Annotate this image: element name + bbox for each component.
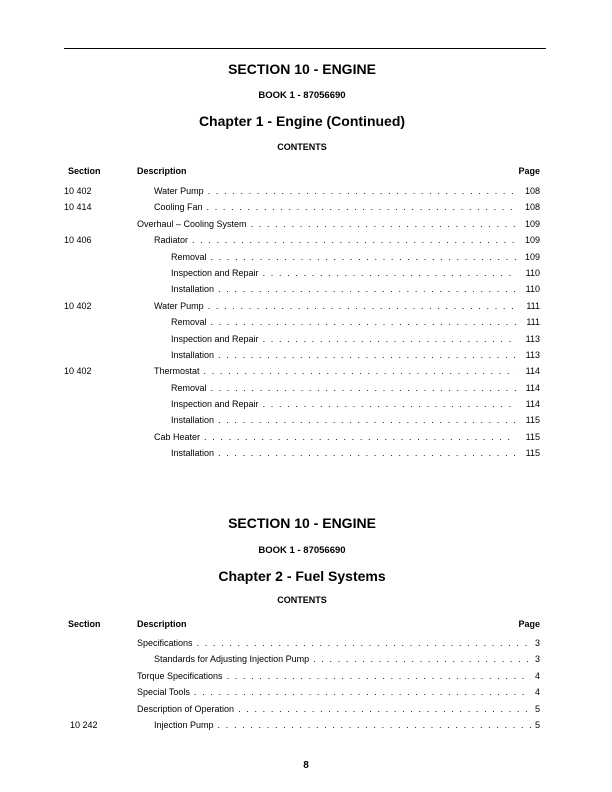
toc-entry — [171, 380, 540, 396]
toc-row — [64, 701, 540, 717]
toc-entry — [137, 701, 540, 717]
toc-page: 115 — [525, 415, 540, 426]
toc-page: 5 — [534, 703, 540, 714]
toc-row — [64, 216, 540, 232]
toc-entry — [171, 331, 540, 347]
toc-row — [64, 635, 540, 651]
toc-title: Standards for Adjusting Injection Pump — [154, 654, 310, 665]
toc-page: 113 — [525, 333, 540, 344]
toc-row — [64, 651, 540, 667]
toc-page: 108 — [524, 202, 540, 213]
contents-heading: CONTENTS — [277, 142, 327, 152]
toc-title: Water Pump — [154, 300, 204, 311]
toc-entry — [171, 347, 540, 363]
toc-page: 3 — [534, 654, 540, 665]
toc-page: 5 — [534, 719, 540, 730]
toc-entry — [137, 216, 540, 232]
col-description: Description — [137, 166, 187, 176]
toc-title: Installation — [171, 284, 215, 295]
col-section: Section — [68, 166, 101, 176]
section-title: SECTION 10 - ENGINE — [228, 515, 376, 531]
toc-title: Cooling Fan — [154, 202, 203, 213]
toc-entry — [154, 717, 540, 733]
top-rule — [64, 48, 546, 49]
toc-title: Installation — [171, 415, 215, 426]
col-page: Page — [518, 619, 540, 629]
section-2 — [64, 514, 540, 733]
toc-section: 10 402 — [64, 186, 92, 196]
toc-header — [64, 619, 540, 633]
toc-title: Inspection and Repair — [171, 267, 259, 278]
toc-entry — [137, 684, 540, 700]
toc-entry — [171, 396, 540, 412]
toc-entry — [154, 363, 540, 379]
toc-entry — [154, 651, 540, 667]
toc-title: Thermostat — [154, 366, 200, 377]
toc-section: 10 402 — [64, 366, 92, 377]
toc-title: Installation — [171, 349, 215, 360]
book-number: BOOK 1 - 87056690 — [258, 545, 346, 556]
toc-entry — [154, 183, 540, 199]
toc-section: 10 402 — [64, 300, 92, 311]
toc-page: 111 — [526, 317, 540, 328]
toc-page: 110 — [525, 284, 540, 295]
toc-row — [64, 429, 540, 445]
toc-title: Special Tools — [137, 687, 190, 698]
toc-row — [64, 412, 540, 428]
toc-page: 111 — [526, 300, 540, 311]
toc-entry — [171, 281, 540, 297]
toc-title: Removal — [171, 382, 207, 393]
toc-title: Water Pump — [154, 186, 204, 196]
contents-heading: CONTENTS — [277, 595, 327, 605]
toc-row — [64, 396, 540, 412]
toc-entry — [171, 412, 540, 428]
toc-row — [64, 183, 540, 199]
toc-row — [64, 717, 540, 733]
toc-title: Removal — [171, 317, 207, 328]
toc-section: 10 414 — [64, 202, 92, 213]
toc-page: 115 — [525, 431, 540, 442]
toc-entry — [154, 232, 540, 248]
toc-entry — [154, 298, 540, 314]
toc-section: 10 406 — [64, 235, 92, 246]
toc-row — [64, 265, 540, 281]
toc-row — [64, 380, 540, 396]
toc-row — [64, 347, 540, 363]
col-description: Description — [137, 619, 187, 629]
toc-row — [64, 298, 540, 314]
toc-title: Specifications — [137, 638, 193, 648]
toc-entry — [171, 265, 540, 281]
toc-page: 3 — [534, 638, 540, 648]
book-number: BOOK 1 - 87056690 — [258, 90, 346, 101]
toc-title: Overhaul – Cooling System — [137, 218, 247, 229]
toc-row — [64, 281, 540, 297]
toc-entry — [154, 199, 540, 215]
toc-page: 114 — [525, 382, 540, 393]
chapter-title: Chapter 2 - Fuel Systems — [218, 568, 386, 584]
toc-entry — [154, 429, 540, 445]
toc-entry — [171, 314, 540, 330]
toc-entry — [137, 668, 540, 684]
toc-row — [64, 363, 540, 379]
toc-row — [64, 199, 540, 215]
toc-header — [64, 166, 540, 180]
page-number: 8 — [303, 760, 309, 771]
toc-page: 108 — [524, 186, 540, 196]
col-section: Section — [68, 619, 101, 629]
col-page: Page — [518, 166, 540, 176]
toc-page: 115 — [525, 448, 540, 459]
toc-title: Inspection and Repair — [171, 333, 259, 344]
toc-title: Removal — [171, 251, 207, 262]
toc-page: 114 — [525, 399, 540, 410]
toc-entry — [171, 249, 540, 265]
toc-page: 114 — [525, 366, 540, 377]
toc-row — [64, 249, 540, 265]
toc-entry — [137, 635, 540, 651]
toc-section: 10 242 — [70, 719, 98, 730]
toc-row — [64, 684, 540, 700]
toc-title: Injection Pump — [154, 719, 214, 730]
toc-page: 110 — [525, 267, 540, 278]
section-title: SECTION 10 - ENGINE — [228, 61, 376, 77]
toc-title: Radiator — [154, 235, 189, 246]
section-1 — [64, 60, 540, 462]
chapter-title: Chapter 1 - Engine (Continued) — [198, 113, 406, 129]
toc-title: Cab Heater — [154, 431, 201, 442]
toc-title: Inspection and Repair — [171, 399, 259, 410]
toc-row — [64, 668, 540, 684]
toc-title: Torque Specifications — [137, 670, 223, 681]
toc-row — [64, 314, 540, 330]
toc-page: 109 — [524, 251, 540, 262]
toc-entry — [171, 445, 540, 461]
toc-page: 109 — [524, 218, 540, 229]
toc-page: 4 — [534, 670, 540, 681]
toc-row — [64, 445, 540, 461]
toc-page: 109 — [524, 235, 540, 246]
toc-page: 4 — [534, 687, 540, 698]
toc-title: Installation — [171, 448, 215, 459]
toc-title: Description of Operation — [137, 703, 235, 714]
toc-row — [64, 232, 540, 248]
toc-page: 113 — [525, 349, 540, 360]
toc-row — [64, 331, 540, 347]
